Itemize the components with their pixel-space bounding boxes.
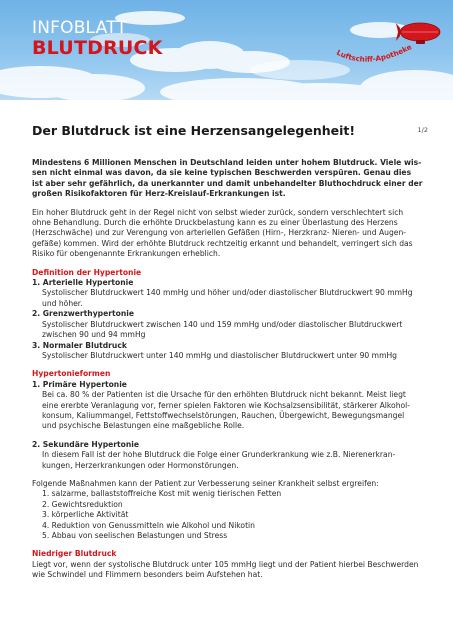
measure-item: 3. körperliche Aktivität — [42, 510, 129, 520]
measures-intro: Folgende Maßnahmen kann der Patient zur Verbesserung seiner Krankheit selbst ergreifen: — [32, 478, 379, 488]
infoblatt-title: INFOBLATT — [32, 18, 127, 38]
body-line: gefäße) kommen. Wird der erhöhte Blutdruck rechtzeitig erkannt und behandelt, verringert sich das — [32, 238, 413, 248]
low-bp-line: Liegt vor, wenn der systolische Blutdruck unter 105 mmHg liegt und der Patient hierbei Beschwerden — [32, 559, 419, 569]
measure-item: 4. Reduktion von Genussmitteln wie Alkohol und Nikotin — [42, 520, 255, 530]
definition-item-text: Systolischer Blutdruckwert 140 mmHg und höher und/oder diastolischer Blutdruckwert 90 mmHg — [42, 288, 413, 298]
definition-item-title: 1. Arterielle Hypertonie — [32, 278, 134, 288]
low-bp-heading: Niedriger Blutdruck — [32, 549, 117, 559]
forms-heading: Hypertonieformen — [32, 369, 111, 379]
intro-line: großen Risikofaktoren für Herz-Kreislauf-Erkrankungen ist. — [32, 189, 286, 199]
sky-header — [0, 0, 453, 100]
forms-item-text: kungen, Herzerkrankungen oder Hormonstörungen. — [42, 460, 239, 470]
measure-item: 5. Abbau von seelischen Belastungen und Stress — [42, 531, 228, 540]
measures-list — [32, 489, 428, 541]
low-bp-paragraph — [32, 560, 428, 581]
forms-item-text: konsum, Kaliummangel, Fettstoffwechselstörungen, Rauchen, Übergewicht, Bewegungsmangel — [42, 410, 405, 420]
blutdruck-title: BLUTDRUCK — [32, 37, 163, 59]
page-headline: Der Blutdruck ist eine Herzensangelegenheit! — [32, 123, 356, 138]
forms-item-text: In diesem Fall ist der hohe Blutdruck die Folge einer Grunderkrankung wie z.B. Nierenerkran- — [42, 450, 396, 460]
body-paragraph — [32, 208, 428, 260]
low-bp-line: wie Schwindel und Flimmern besonders beim Aufstehen hat. — [32, 570, 263, 580]
forms-item-text: und psychische Belastungen eine maßgebliche Rolle. — [42, 421, 245, 431]
definition-item-text: Systolischer Blutdruckwert unter 140 mmHg und diastolischer Blutdruckwert unter 90 mmHg — [42, 350, 397, 360]
definition-item-title: 3. Normaler Blutdruck — [32, 340, 127, 350]
intro-line: ist aber sehr gefährlich, da unerkannter und damit unbehandelter Bluthochdruck einer der — [32, 178, 423, 188]
svg-text:Luftschiff-Apotheke: Luftschiff-Apotheke — [335, 42, 414, 64]
body-line: ohne Behandlung. Durch die erhöhte Druckbelastung kann es zu einer Überlastung des Herzens — [32, 218, 398, 228]
definition-item-text: und höher. — [42, 298, 83, 308]
intro-paragraph — [32, 158, 428, 200]
forms-item-text: eine ererbte Veranlagung vor, ferner spielen Faktoren wie Kochsalzsensibilität, stärkerer Alkohol- — [42, 400, 410, 410]
body-line: (Herzschwäche) und zur Verengung von arteriellen Gefäßen (Hirn-, Herzkranz- Nieren- und Augen- — [32, 228, 407, 238]
definition-heading: Definition der Hypertonie — [32, 267, 142, 277]
definition-item-text: Systolischer Blutdruckwert zwischen 140 und 159 mmHg und/oder diastolischer Blutdruckwert — [42, 319, 403, 329]
luftschiff-apotheke-logo — [328, 12, 443, 82]
page-number: 1/2 — [417, 126, 428, 134]
intro-line: Mindestens 6 Millionen Menschen in Deutschland leiden unter hohem Blutdruck. Viele wis- — [32, 158, 422, 167]
forms-item-title: 2. Sekundäre Hypertonie — [32, 439, 140, 449]
forms-list — [32, 380, 428, 471]
definition-item-title: 2. Grenzwerthypertonie — [32, 309, 135, 319]
body-line: Ein hoher Blutdruck geht in der Regel nicht von selbst wieder zurück, sondern verschlechtert sich — [32, 207, 404, 217]
airship-icon — [396, 23, 440, 44]
measure-item: 2. Gewichtsreduktion — [42, 499, 123, 509]
definition-item-text: zwischen 90 und 94 mmHg — [42, 330, 146, 340]
main-content — [32, 120, 428, 581]
intro-line: sen nicht einmal was davon, da sie keine typischen Beschwerden verspüren. Genau dies — [32, 168, 412, 178]
definition-list — [32, 278, 428, 361]
measure-item: 1. salzarme, ballaststoffreiche Kost mit wenig tierischen Fetten — [42, 489, 282, 499]
forms-item-title: 1. Primäre Hypertonie — [32, 379, 127, 389]
forms-item-text: Bei ca. 80 % der Patienten ist die Ursache für den erhöhten Blutdruck nicht bekannt. Meist liegt — [42, 390, 406, 400]
body-line: Risiko für obengenannte Erkrankungen erheblich. — [32, 249, 221, 259]
